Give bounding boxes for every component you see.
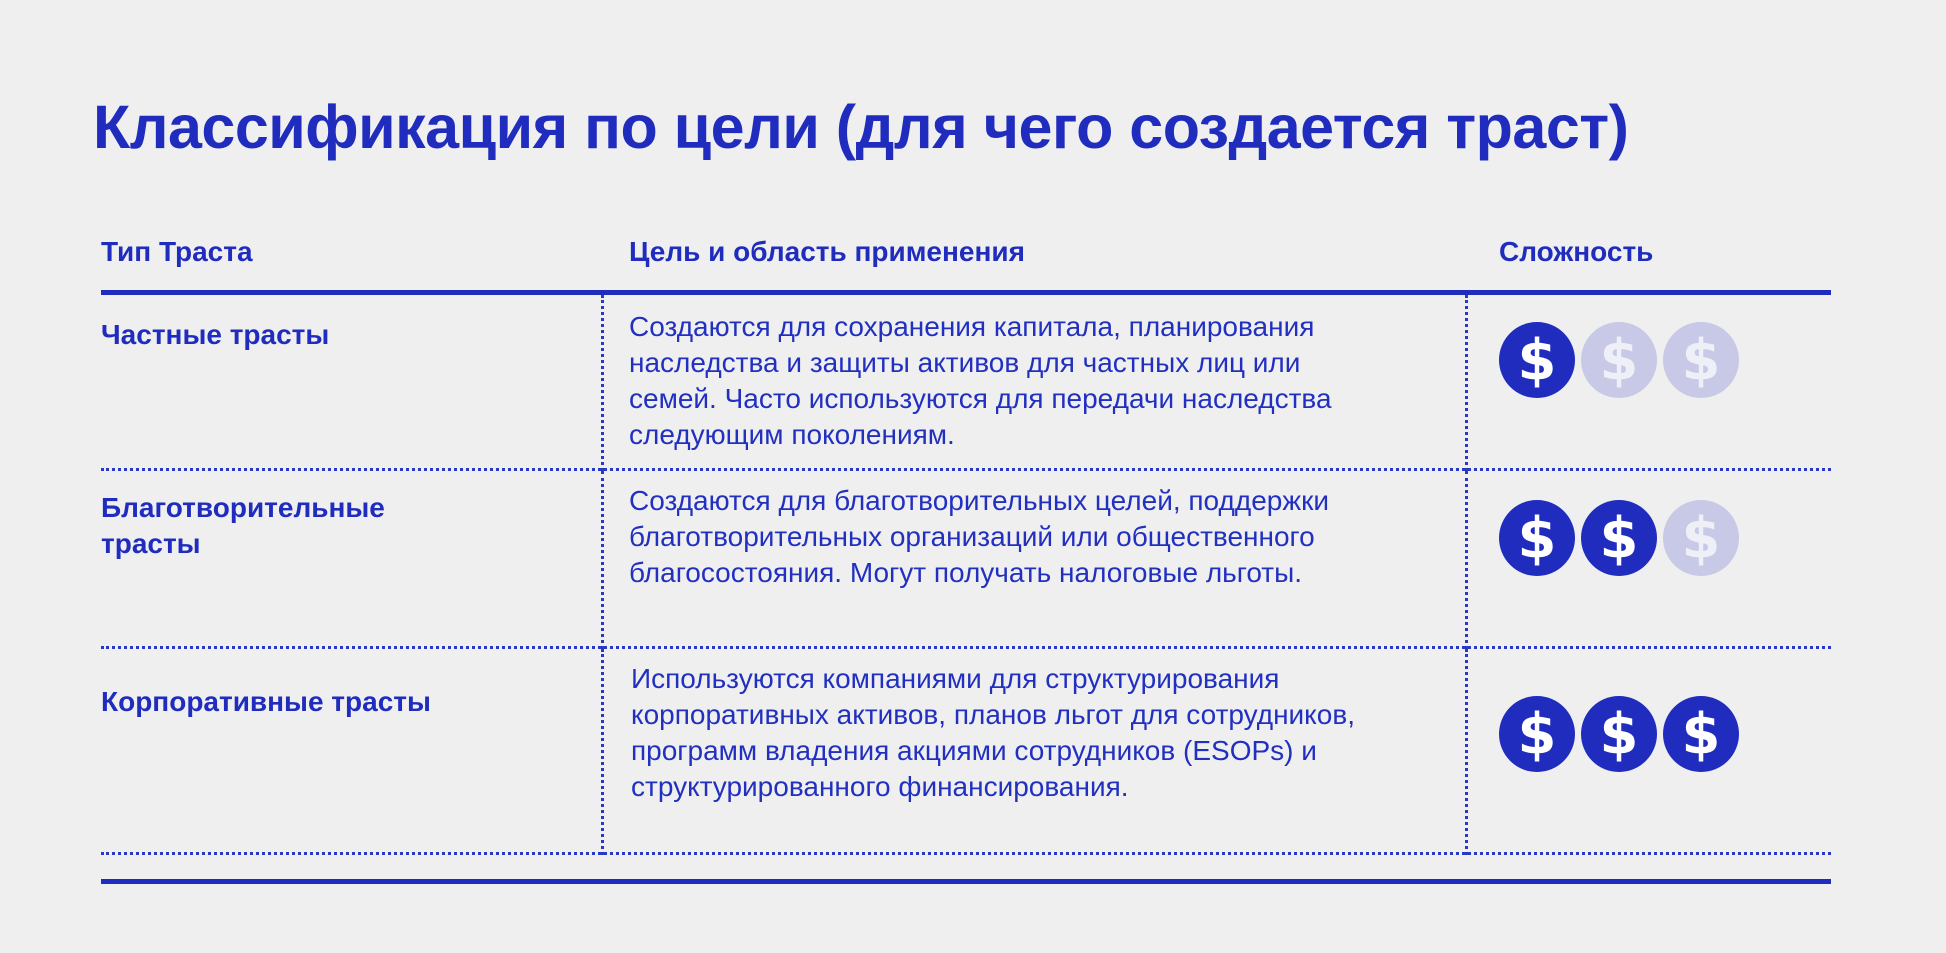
dollar-coin-icon: $ bbox=[1663, 500, 1739, 576]
dollar-coin-icon: $ bbox=[1499, 500, 1575, 576]
table-row bbox=[101, 471, 1831, 649]
table-row bbox=[101, 295, 1831, 471]
column-divider bbox=[601, 295, 604, 471]
column-divider bbox=[1465, 295, 1468, 471]
footer-rule bbox=[101, 879, 1831, 884]
column-divider bbox=[601, 471, 604, 649]
complexity-rating bbox=[1499, 322, 1739, 398]
column-divider bbox=[601, 649, 604, 855]
dollar-coin-icon: $ bbox=[1663, 322, 1739, 398]
dollar-coin-icon: $ bbox=[1499, 696, 1575, 772]
row-type: Благотворительные трасты bbox=[101, 492, 385, 559]
complexity-rating bbox=[1499, 500, 1739, 576]
row-description: Создаются для сохранения капитала, планирования наследства и защиты активов для частных лиц или семей. Часто используются для передачи наследства следующим поколениям. bbox=[629, 311, 1332, 450]
dollar-coin-icon: $ bbox=[1581, 322, 1657, 398]
dollar-coin-icon: $ bbox=[1581, 500, 1657, 576]
column-divider bbox=[1465, 471, 1468, 649]
page-title: Классификация по цели (для чего создается траст) bbox=[93, 93, 1629, 161]
row-type: Корпоративные трасты bbox=[101, 686, 431, 717]
dollar-coin-icon: $ bbox=[1581, 696, 1657, 772]
header-purpose: Цель и область применения bbox=[629, 236, 1025, 267]
dollar-coin-icon: $ bbox=[1663, 696, 1739, 772]
row-description: Создаются для благотворительных целей, поддержки благотворительных организаций или общественного благосостояния. Могут получать налоговые льготы. bbox=[629, 485, 1329, 588]
table-row bbox=[101, 649, 1831, 855]
row-type: Частные трасты bbox=[101, 319, 330, 350]
header-complexity: Сложность bbox=[1499, 236, 1654, 267]
complexity-rating bbox=[1499, 696, 1739, 772]
column-divider bbox=[1465, 649, 1468, 855]
dollar-coin-icon: $ bbox=[1499, 322, 1575, 398]
header-type: Тип Траста bbox=[101, 236, 253, 267]
row-description: Используются компаниями для структурирования корпоративных активов, планов льгот для сотрудников, программ владения акциями сотрудников (ESOPs) и структурированного финансирования. bbox=[631, 663, 1355, 802]
